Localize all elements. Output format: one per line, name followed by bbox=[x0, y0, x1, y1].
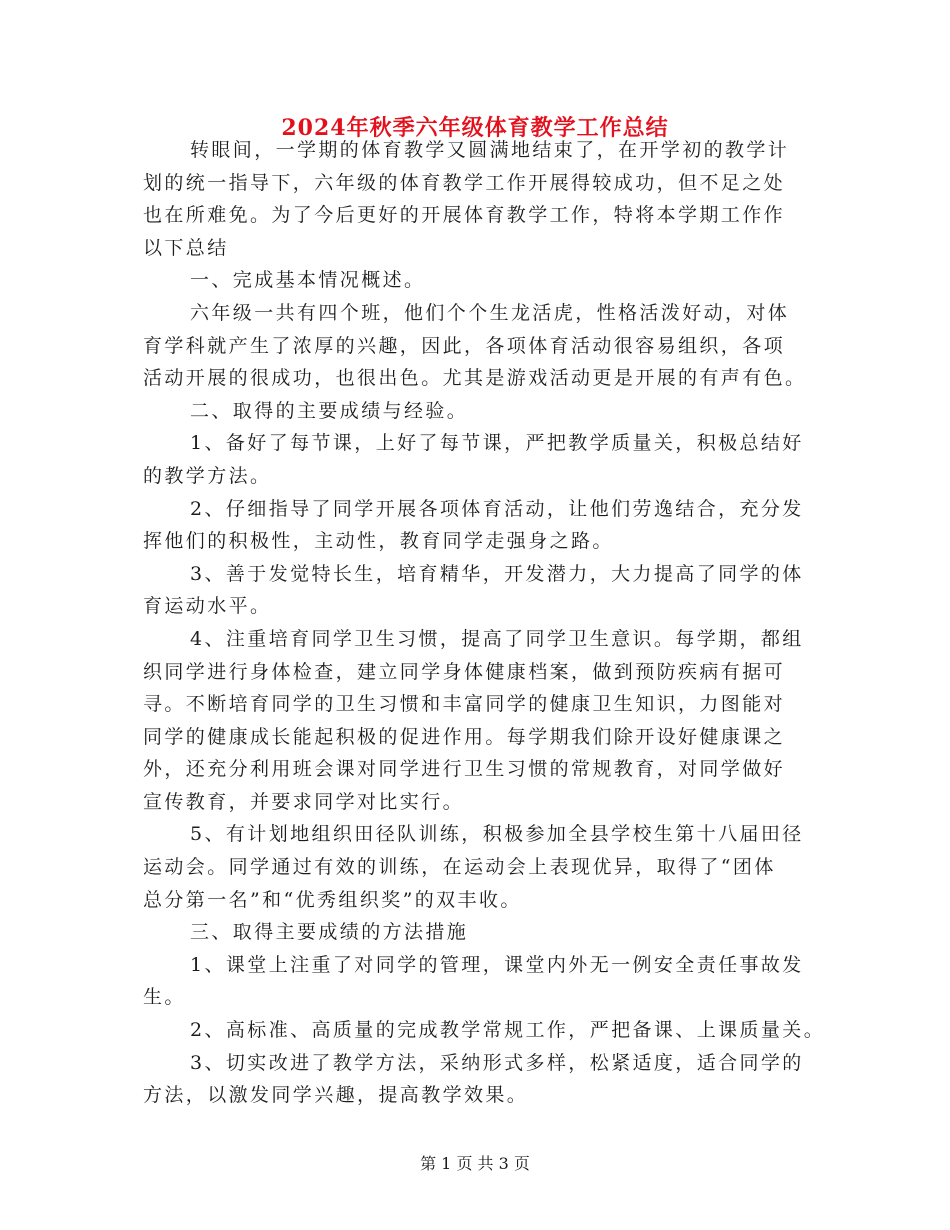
section-heading-3 bbox=[143, 916, 863, 949]
text-line: 外，还充分利用班会课对同学进行卫生习惯的常规教育，对同学做好 bbox=[143, 758, 786, 781]
text-line: 织同学进行身体检查，建立同学身体健康档案，做到预防疾病有据可 bbox=[143, 660, 786, 683]
document-body bbox=[143, 134, 863, 1112]
text-line: 1、备好了每节课，上好了每节课，严把教学质量关，积极总结好 bbox=[190, 432, 804, 455]
text-line: 2、高标准、高质量的完成教学常规工作，严把备课、上课质量关。 bbox=[190, 1019, 826, 1042]
method-item-3 bbox=[143, 1047, 863, 1112]
text-line: 3、切实改进了教学方法，采纳形式多样，松紧适度，适合同学的 bbox=[190, 1051, 804, 1074]
text-line: 也在所难免。为了今后更好的开展体育教学工作，特将本学期工作作 bbox=[143, 204, 786, 227]
page-number-footer: 第 1 页 共 3 页 bbox=[420, 1154, 530, 1173]
overview-paragraph bbox=[143, 297, 863, 395]
text-line: 2、仔细指导了同学开展各项体育活动，让他们劳逸结合，充分发 bbox=[190, 497, 804, 520]
text-line: 转眼间，一学期的体育教学又圆满地结束了，在开学初的教学计 bbox=[190, 139, 790, 161]
document-title: 2024年秋季六年级体育教学工作总结 bbox=[281, 115, 669, 141]
method-item-2 bbox=[143, 1014, 863, 1047]
text-line: 3、善于发觉特长生，培育精华，开发潜力，大力提高了同学的体 bbox=[190, 562, 804, 585]
achievement-item-2 bbox=[143, 493, 863, 558]
text-line: 1、课堂上注重了对同学的管理，课堂内外无一例安全责任事故发 bbox=[190, 953, 804, 976]
section-heading-1 bbox=[143, 264, 863, 297]
text-line: 方法，以激发同学兴趣，提高教学效果。 bbox=[143, 1084, 529, 1107]
achievement-item-5 bbox=[143, 818, 863, 916]
text-line: 育运动水平。 bbox=[143, 595, 272, 618]
text-line: 划的统一指导下，六年级的体育教学工作开展得较成功，但不足之处 bbox=[143, 171, 786, 194]
text-line: 活动开展的很成功，也很出色。尤其是游戏活动更是开展的有声有色。 bbox=[143, 367, 807, 390]
text-line: 挥他们的积极性，主动性，教育同学走强身之路。 bbox=[143, 530, 614, 553]
text-line: 以下总结 bbox=[143, 236, 229, 259]
text-line: 宣传教育，并要求同学对比实行。 bbox=[143, 790, 465, 813]
intro-paragraph bbox=[143, 134, 863, 264]
text-line: 5、有计划地组织田径队训练，积极参加全县学校生第十八届田径 bbox=[190, 823, 804, 846]
section-heading-2 bbox=[143, 395, 863, 428]
text-line: 育学科就产生了浓厚的兴趣，因此，各项体育活动很容易组织，各项 bbox=[143, 334, 786, 357]
text-line: 同学的健康成长能起积极的促进作用。每学期我们除开设好健康课之 bbox=[143, 725, 786, 748]
achievement-item-1 bbox=[143, 427, 863, 492]
achievement-item-4 bbox=[143, 623, 863, 819]
method-item-1 bbox=[143, 949, 863, 1014]
section-heading-line: 一、完成基本情况概述。 bbox=[190, 269, 426, 292]
text-line: 运动会。同学通过有效的训练，在运动会上表现优异，取得了“团体 bbox=[143, 856, 776, 879]
text-line: 的教学方法。 bbox=[143, 464, 272, 487]
text-line: 4、注重培育同学卫生习惯，提高了同学卫生意识。每学期，都组 bbox=[190, 627, 804, 650]
text-line: 生。 bbox=[143, 986, 186, 1009]
section-heading-line: 二、取得的主要成绩与经验。 bbox=[190, 399, 469, 422]
text-line: 总分第一名”和“优秀组织奖”的双丰收。 bbox=[143, 888, 522, 911]
achievement-item-3 bbox=[143, 558, 863, 623]
section-heading-line: 三、取得主要成绩的方法措施 bbox=[190, 921, 469, 944]
text-line: 寻。不断培育同学的卫生习惯和丰富同学的健康卫生知识，力图能对 bbox=[143, 693, 786, 716]
text-line: 六年级一共有四个班，他们个个生龙活虎，性格活泼好动，对体 bbox=[190, 301, 790, 324]
